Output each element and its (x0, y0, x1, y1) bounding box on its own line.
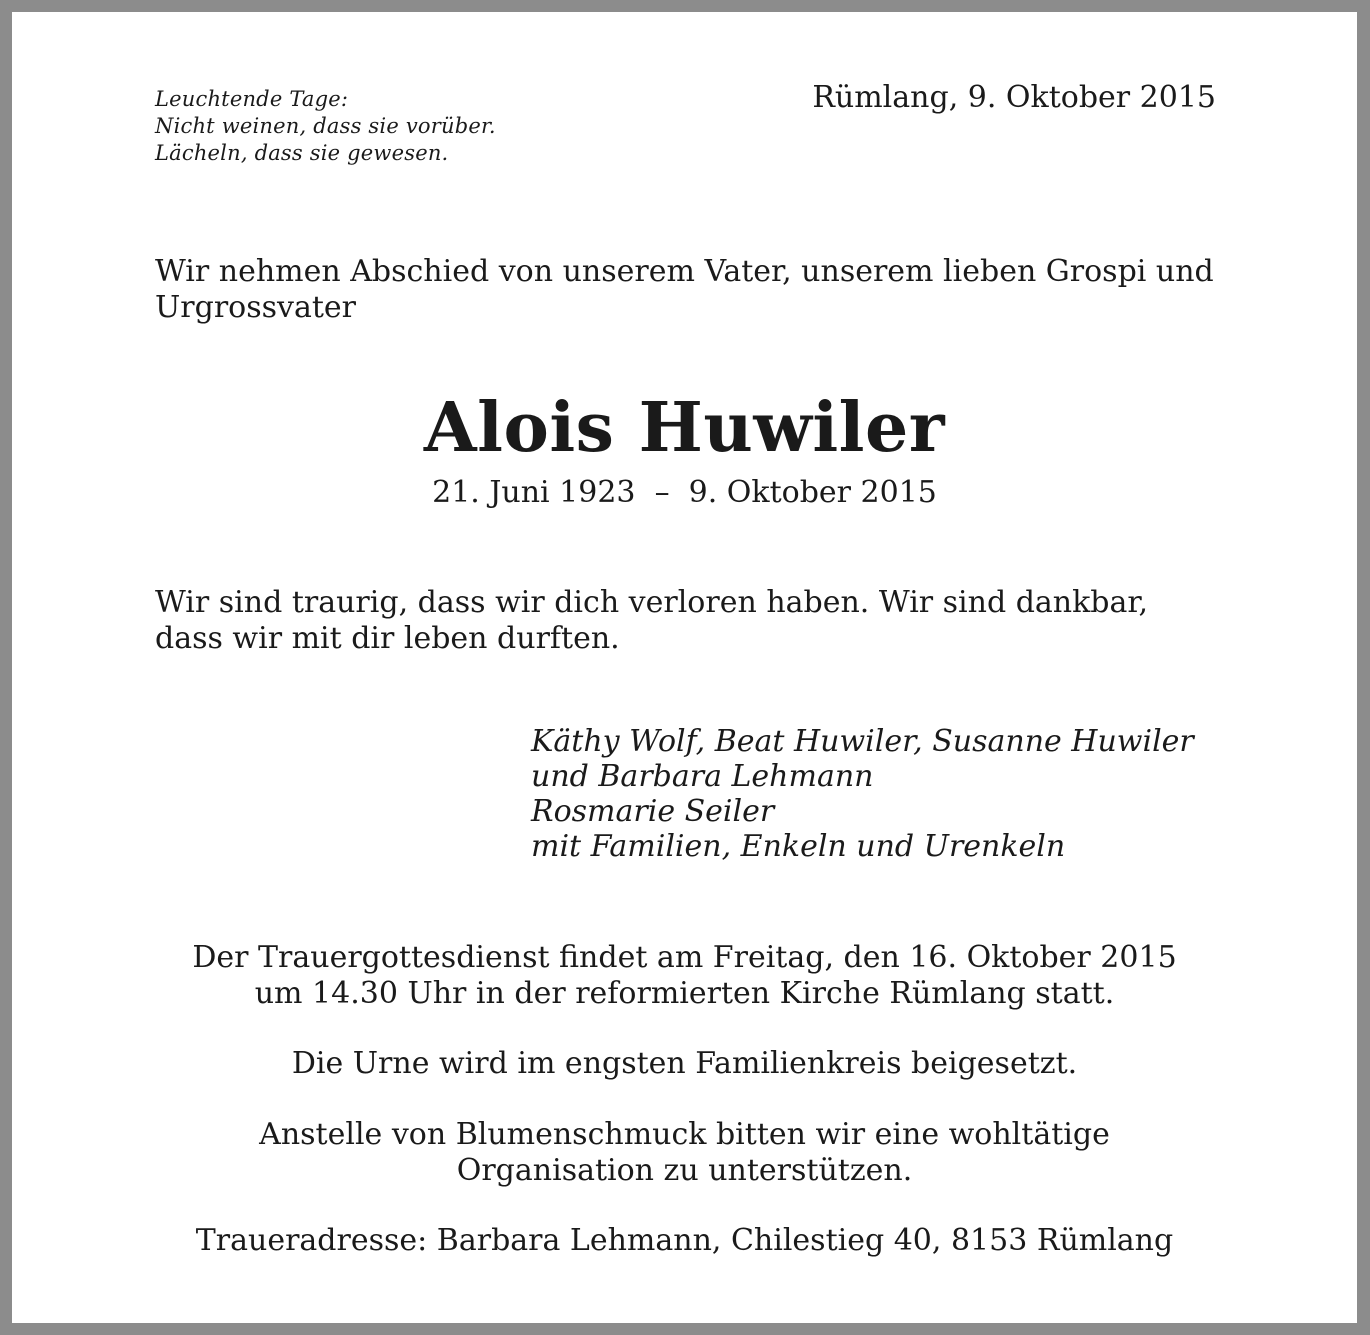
intro-text: Wir nehmen Abschied von unserem Vater, unserem lieben Grospi und Urgrossvater (155, 254, 1214, 325)
address-line: Traueradresse: Barbara Lehmann, Chilestieg 40, 8153 Rümlang (195, 1223, 1174, 1258)
obituary-page (12, 12, 1357, 1323)
deceased-name: Alois Huwiler (423, 388, 946, 468)
service-line: Der Trauergottesdienst findet am Freitag, den 16. Oktober 2015 (192, 940, 1177, 975)
mourner-line: Rosmarie Seiler (531, 794, 775, 829)
service-info (12, 940, 1357, 1012)
motto-quote (155, 86, 496, 167)
mourner-line: und Barbara Lehmann (531, 759, 874, 794)
mourner-line: Käthy Wolf, Beat Huwiler, Susanne Huwiler (531, 724, 1194, 759)
mourners-list (531, 724, 1194, 864)
service-line: um 14.30 Uhr in der reformierten Kirche Rümlang statt. (254, 976, 1115, 1011)
urn-line: Die Urne wird im engsten Familienkreis beigesetzt. (291, 1046, 1078, 1081)
motto-line: Lächeln, dass sie gewesen. (155, 141, 449, 165)
thanks-text: Wir sind traurig, dass wir dich verloren haben. Wir sind dankbar, dass wir mit dir leben durften. (155, 585, 1148, 656)
urn-info (12, 1046, 1357, 1082)
mourning-address (12, 1223, 1357, 1259)
motto-line: Leuchtende Tage: (155, 87, 349, 111)
flowers-info (12, 1117, 1357, 1189)
place-date: Rümlang, 9. Oktober 2015 (812, 80, 1216, 115)
life-dates: 21. Juni 1923 – 9. Oktober 2015 (432, 475, 937, 510)
flowers-line: Anstelle von Blumenschmuck bitten wir eine wohltätige (259, 1117, 1110, 1152)
motto-line: Nicht weinen, dass sie vorüber. (155, 114, 496, 138)
mourner-line: mit Familien, Enkeln und Urenkeln (531, 829, 1066, 864)
flowers-line: Organisation zu unterstützen. (456, 1153, 913, 1188)
